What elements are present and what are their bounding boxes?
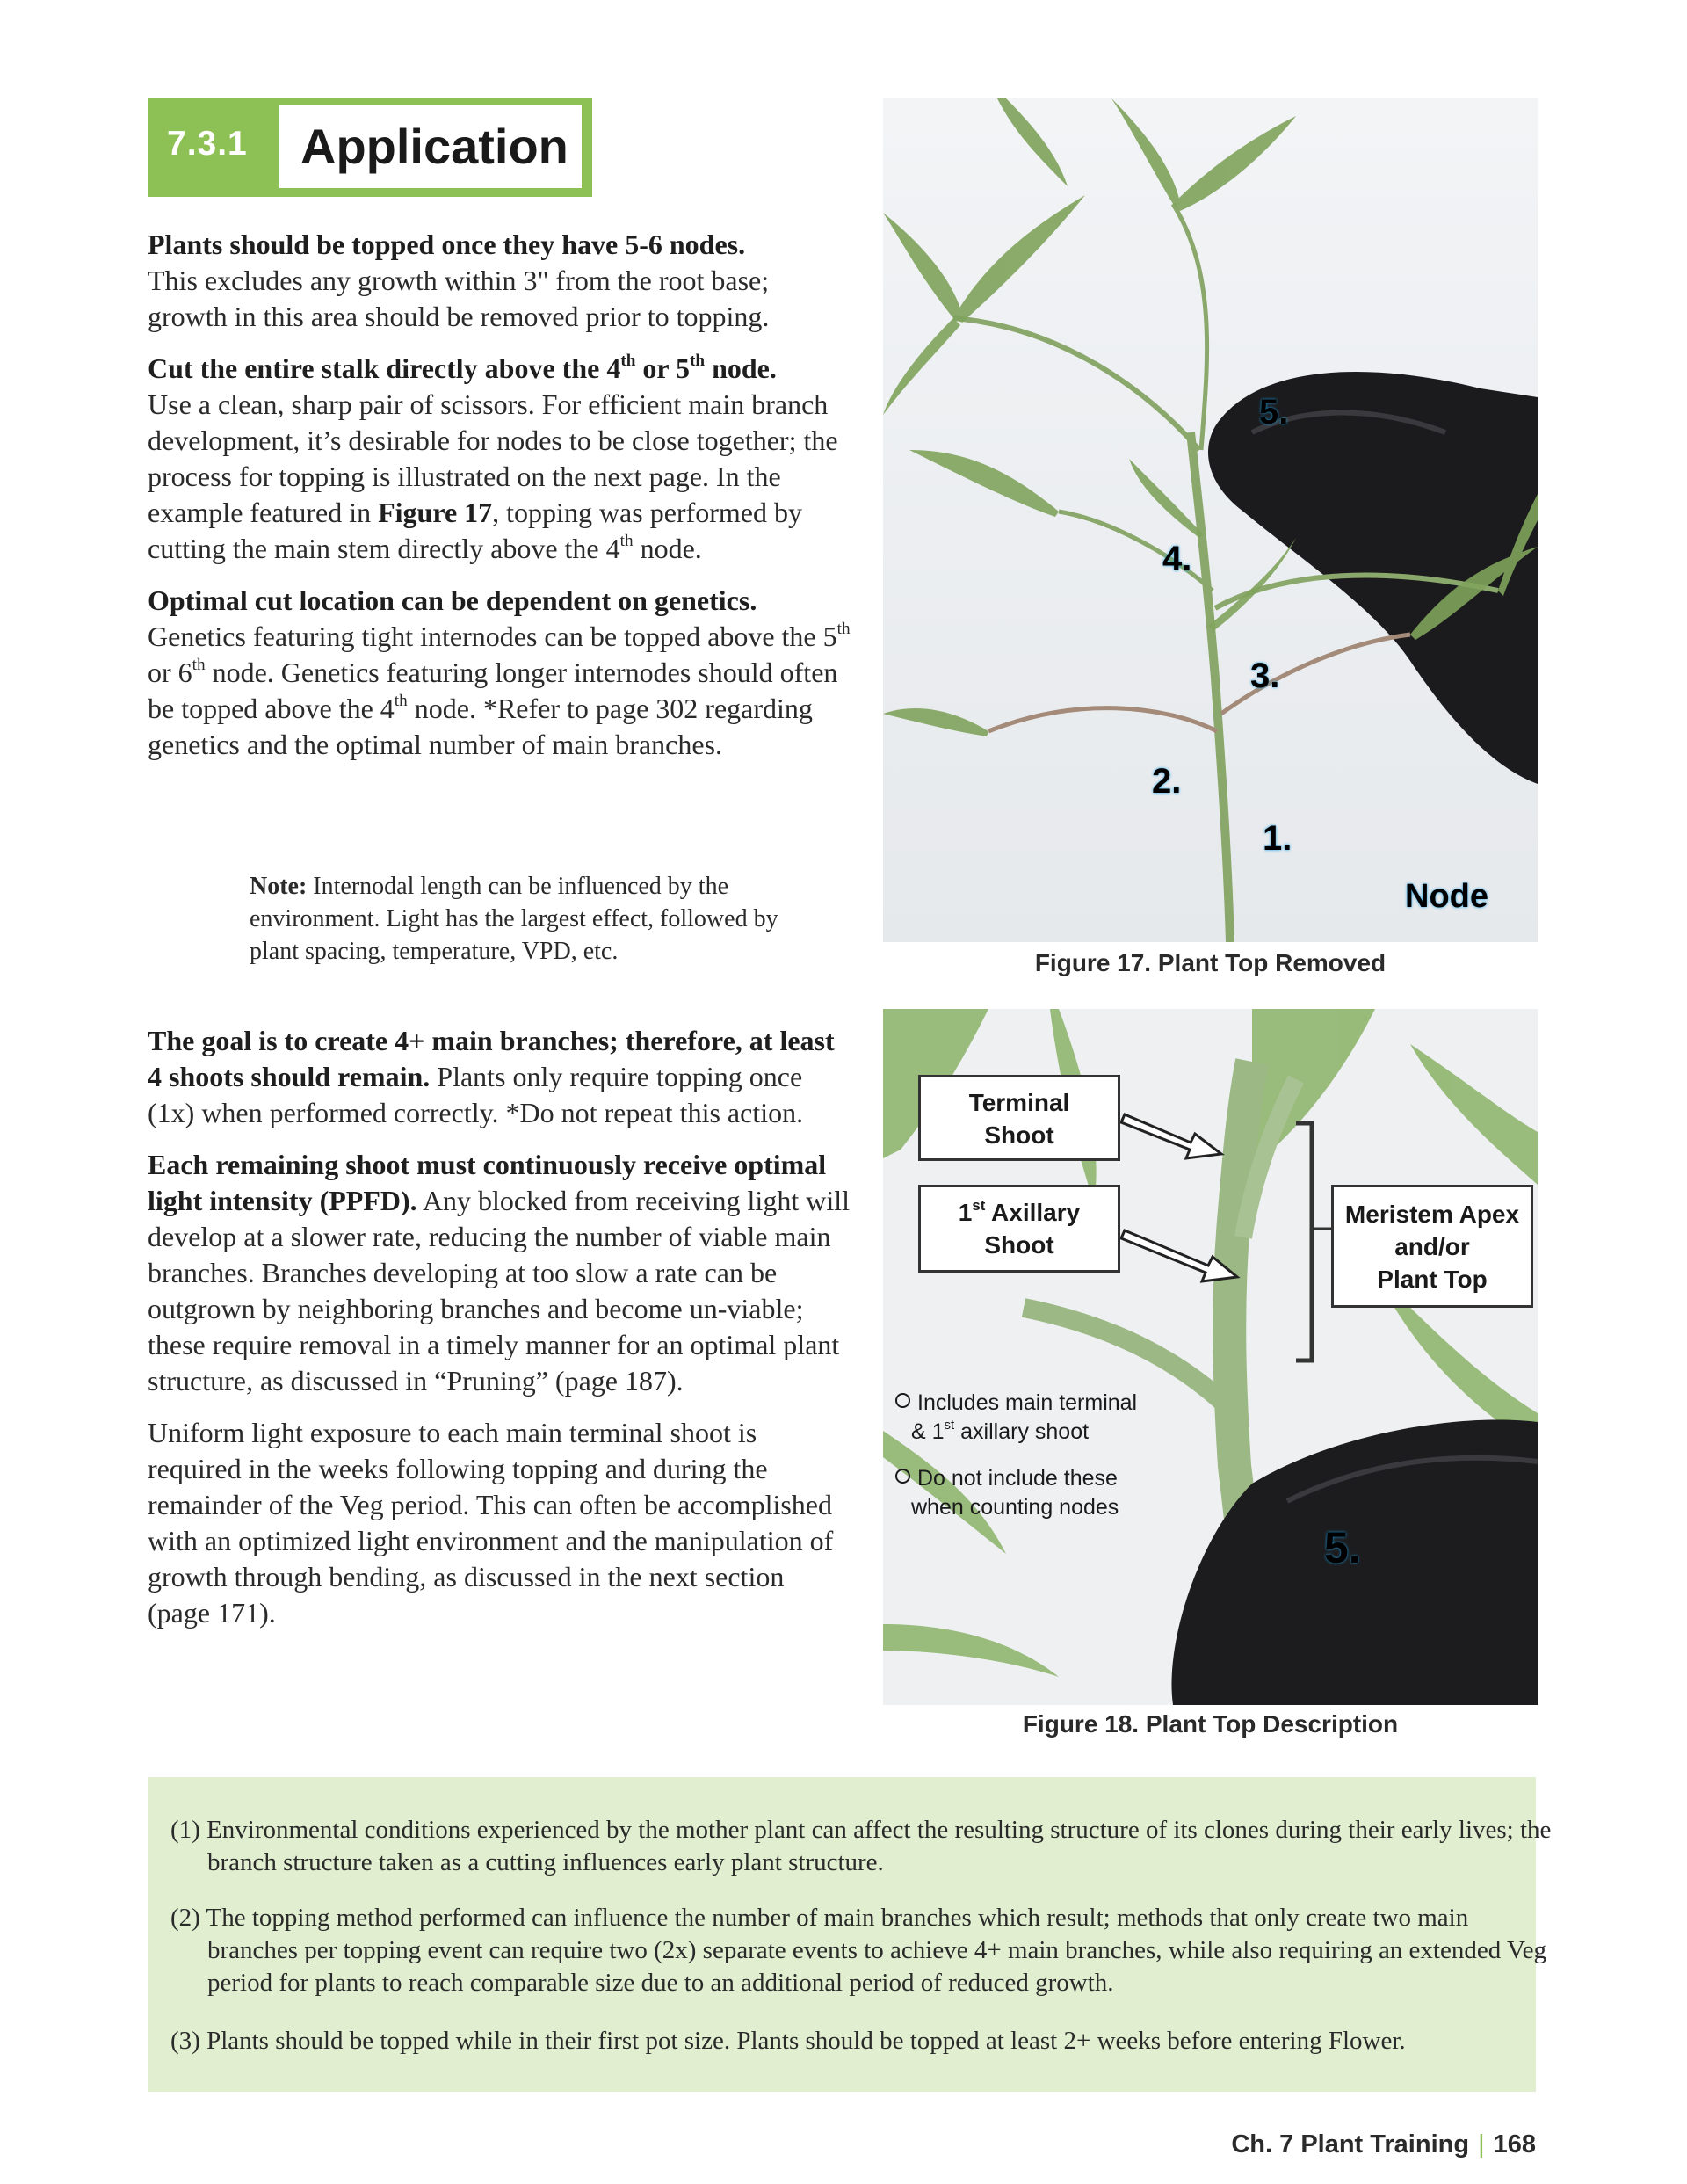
note-label: Note: (250, 873, 308, 900)
section-number: 7.3.1 (167, 125, 248, 163)
figure-18-caption: Figure 18. Plant Top Description (1022, 1710, 1399, 1738)
paragraph-1-heading: Plants should be topped once they have 5-6 nodes. (148, 229, 746, 260)
paragraph-3 (148, 583, 851, 763)
node-label-4: 4. (1162, 540, 1192, 578)
counting-notes (895, 1389, 1212, 1522)
footnote-1: (1) Environmental conditions experienced by the mother plant can affect the resulting structure of its clones during their early lives; the branch structure taken as a cutting influences early plant structure. (170, 1816, 1552, 1876)
footnote-3: (3) Plants should be topped while in their first pot size. Plants should be topped at least 2+ weeks before entering Flower. (170, 2027, 1406, 2055)
text-column-bottom (148, 1023, 851, 1647)
paragraph-3-body: Genetics featuring tight internodes can be topped above the 5th or 6th node. Genetics featuring longer internodes should often be topped above the 4th node. *Refer to page 302 regarding genetics and the optimal number of main branches. (148, 620, 851, 760)
node-label-3: 3. (1250, 657, 1280, 695)
paragraph-2-body: Use a clean, sharp pair of scissors. For efficient main branch development, it’s desirable for nodes to be close together; the process for topping is illustrated on the next page. In the example featured in Figure 17, topping was performed by cutting the main stem directly above the 4th node. (148, 388, 838, 564)
note-body: Internodal length can be influenced by the environment. Light has the largest effect, followed by plant spacing, temperature, VPD, etc. (250, 873, 778, 965)
node-label-1: 1. (1263, 819, 1292, 858)
footer-page-number: 168 (1493, 2130, 1536, 2159)
paragraph-5-heading: Each remaining shoot must continuously receive optimal light intensity (PPFD). (148, 1149, 827, 1216)
footnote-2: (2) The topping method performed can influence the number of main branches which result; methods that only create two main branches per topping event can require two (2x) separate events to achieve 4+ main branches, while also requiring an extended Veg period for plants to reach comparable size due to an additional period of reduced growth. (170, 1904, 1547, 1997)
internodal-note (250, 870, 829, 968)
note-includes-shoots: Includes main terminal & 1st axillary shoot (895, 1389, 1212, 1447)
paragraph-4-body: Plants only require topping once (1x) when performed correctly. *Do not repeat this action. (148, 1061, 804, 1128)
node-heading-label: Node (1405, 878, 1488, 915)
figure-18-image (883, 1009, 1538, 1705)
node-label-5-closeup: 5. (1324, 1523, 1361, 1572)
meristem-apex-callout: Meristem Apex and/or Plant Top (1331, 1185, 1533, 1308)
text-column-top (148, 227, 851, 779)
paragraph-1-body: This excludes any growth within 3" from the root base; growth in this area should be removed prior to topping. (148, 265, 770, 332)
note-exclude-counting: Do not include these when counting nodes (895, 1464, 1212, 1522)
figure-17-caption: Figure 17. Plant Top Removed (1034, 949, 1387, 976)
paragraph-5 (148, 1147, 851, 1399)
terminal-shoot-callout: Terminal Shoot (918, 1075, 1120, 1161)
paragraph-2 (148, 351, 851, 567)
section-title-box (279, 105, 582, 188)
paragraph-2-heading: Cut the entire stalk directly above the 4th or 5th node. (148, 352, 777, 384)
paragraph-3-heading: Optimal cut location can be dependent on genetics. (148, 584, 757, 616)
bullet-ring-icon (895, 1393, 910, 1408)
figure-17-image (883, 98, 1538, 942)
paragraph-4 (148, 1023, 851, 1131)
axillary-shoot-callout: 1st Axillary Shoot (918, 1185, 1120, 1273)
bullet-ring-icon (895, 1469, 910, 1484)
section-title: Application (300, 119, 568, 174)
plant-photo-top-removed (883, 98, 1538, 942)
paragraph-6-body: Uniform light exposure to each main terminal shoot is required in the weeks following topping and during the remainder of the Veg period. This can often be accomplished with an optimized light environment and the manipulation of growth through bending, as discussed in the next section (page 171). (148, 1417, 834, 1629)
node-label-5: 5. (1259, 393, 1289, 432)
footer-divider: | (1478, 2130, 1485, 2159)
paragraph-4-heading: The goal is to create 4+ main branches; therefore, at least 4 shoots should remain. (148, 1025, 835, 1092)
figure-17-reference: Figure 17 (378, 497, 493, 528)
section-header (148, 98, 592, 197)
footnotes-box (148, 1777, 1552, 2092)
node-label-2: 2. (1152, 762, 1182, 801)
paragraph-1 (148, 227, 851, 335)
footer-chapter: Ch. 7 Plant Training (1231, 2130, 1470, 2159)
paragraph-6 (148, 1415, 851, 1631)
paragraph-5-body: Any blocked from receiving light will develop at a slower rate, reducing the number of viable main branches. Branches developing at too slow a rate can be outgrown by neighboring branches and become un-viable; these require removal in a timely manner for an optimal plant structure, as discussed in “Pruning” (page 187). (148, 1185, 850, 1397)
page-footer (1231, 2130, 1536, 2159)
